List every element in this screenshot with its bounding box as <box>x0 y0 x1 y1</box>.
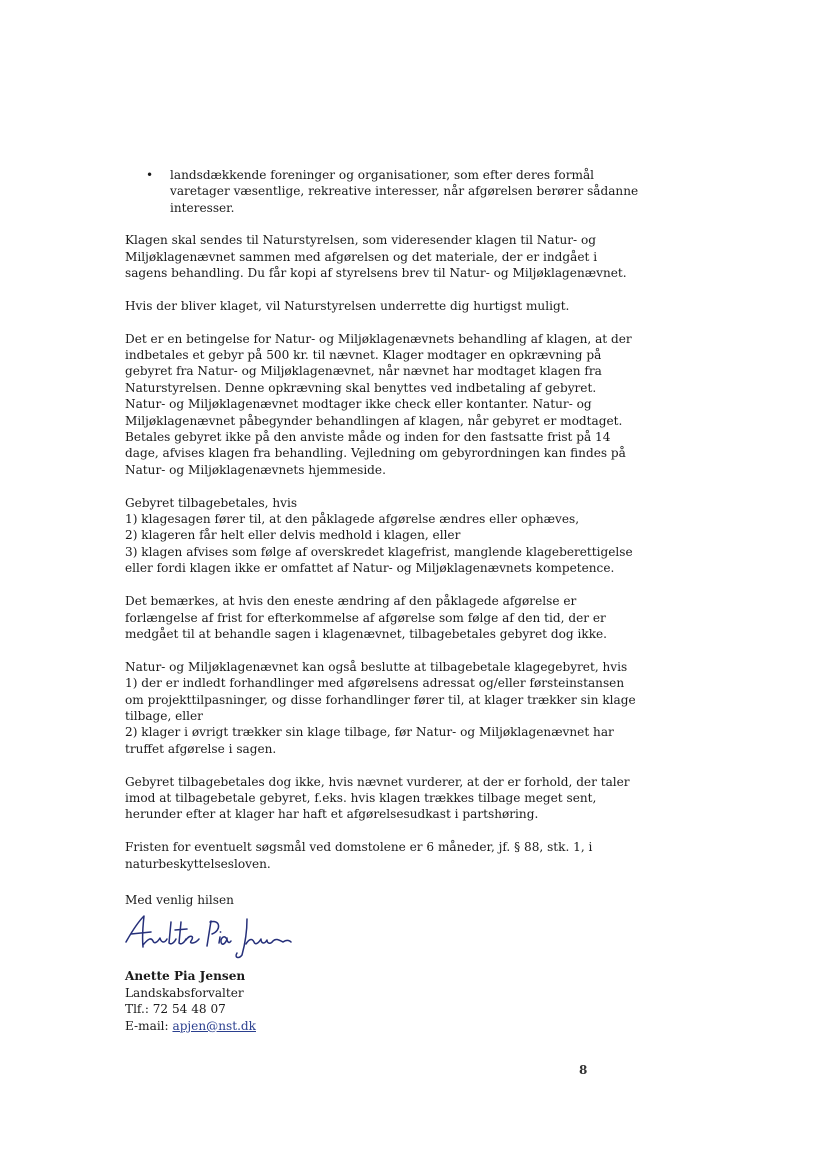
text-line: 2) klager i øvrigt trækker sin klage tilbage, før Natur- og Miljøklagenævnet har <box>125 725 614 740</box>
text-line: medgået til at behandle sagen i klagenævnet, tilbagebetales gebyret dog ikke. <box>125 626 608 641</box>
signer-name: Anette Pia Jensen <box>125 969 246 984</box>
text-line: om projekttilpasninger, og disse forhandlinger fører til, at klager trækker sin klage <box>125 692 636 707</box>
signer-email-row <box>125 1018 595 1034</box>
paragraph-deadline-extension <box>125 593 608 642</box>
text-line: Miljøklagenævnet påbegynder behandlingen af klagen, når gebyret er modtaget. <box>125 413 623 428</box>
bullet-line: interesser. <box>170 200 235 215</box>
bullet-item <box>125 167 639 216</box>
bullet-line: landsdækkende foreninger og organisationer, som efter deres formål <box>170 168 595 182</box>
paragraph-refund-conditions <box>125 495 633 577</box>
signer-title: Landskabsforvalter <box>125 985 244 1000</box>
paragraph-complaint-submission <box>125 232 627 281</box>
page-number: 8 <box>579 1063 588 1077</box>
closing-greeting: Med venlig hilsen <box>125 892 234 907</box>
paragraph-lawsuit-deadline <box>125 839 595 872</box>
paragraph-no-refund <box>125 774 630 823</box>
signer-phone: Tlf.: 72 54 48 07 <box>125 1002 226 1017</box>
handwritten-signature-icon <box>123 910 293 962</box>
text-line: eller fordi klagen ikke er omfattet af Natur- og Miljøklagenævnets kompetence. <box>125 561 615 576</box>
text-line: Natur- og Miljøklagenævnets hjemmeside. <box>125 462 386 477</box>
letter-body <box>125 167 639 1034</box>
text-line: 1) der er indledt forhandlinger med afgørelsens adressat og/eller førsteinstansen <box>125 676 625 691</box>
text-line: dage, afvises klagen fra behandling. Vejledning om gebyrordningen kan findes på <box>125 446 626 461</box>
text-line: sagens behandling. Du får kopi af styrelsens brev til Natur- og Miljøklagenævnet. <box>125 266 627 281</box>
text-line: Fristen for eventuelt søgsmål ved domstolene er 6 måneder, jf. § 88, stk. 1, i <box>125 840 593 855</box>
text-line: Natur- og Miljøklagenævnet kan også beslutte at tilbagebetale klagegebyret, hvis <box>125 659 628 674</box>
text-line: Miljøklagenævnet sammen med afgørelsen og det materiale, der er indgået i <box>125 249 598 264</box>
text-line: 1) klagesagen fører til, at den påklagede afgørelse ændres eller ophæves, <box>125 512 580 527</box>
text-line: Klagen skal sendes til Naturstyrelsen, som videresender klagen til Natur- og <box>125 233 596 248</box>
signature-block <box>125 892 595 1034</box>
email-link[interactable]: apjen@nst.dk <box>172 1018 256 1033</box>
text-line: Det er en betingelse for Natur- og Miljøklagenævnets behandling af klagen, at der <box>125 331 632 346</box>
text-line: Gebyret tilbagebetales, hvis <box>125 495 298 510</box>
text-line: truffet afgørelse i sagen. <box>125 741 277 756</box>
text-line: indbetales et gebyr på 500 kr. til nævnet. Klager modtager en opkrævning på <box>125 348 602 363</box>
paragraph-notification <box>125 298 595 314</box>
bullet-line: varetager væsentlige, rekreative interesser, når afgørelsen berører sådanne <box>170 184 639 199</box>
text-line: Det bemærkes, at hvis den eneste ændring af den påklagede afgørelse er <box>125 594 577 609</box>
text-line: forlængelse af frist for efterkommelse af afgørelse som følge af den tid, der er <box>125 610 606 625</box>
text-line: Naturstyrelsen. Denne opkrævning skal benyttes ved indbetaling af gebyret. <box>125 380 597 395</box>
text-line: Natur- og Miljøklagenævnet modtager ikke check eller kontanter. Natur- og <box>125 397 592 412</box>
text-line: imod at tilbagebetale gebyret, f.eks. hvis klagen trækkes tilbage meget sent, <box>125 790 597 805</box>
text-line: Betales gebyret ikke på den anviste måde og inden for den fastsatte frist på 14 <box>125 430 611 445</box>
text-line: 2) klageren får helt eller delvis medhold i klagen, eller <box>125 528 461 543</box>
text-line: Hvis der bliver klaget, vil Naturstyrelsen underrette dig hurtigst muligt. <box>125 298 570 313</box>
text-line: herunder efter at klager har haft et afgørelsesudkast i partshøring. <box>125 807 539 822</box>
email-label: E-mail: <box>125 1018 173 1033</box>
bullet-icon: • <box>146 168 154 182</box>
paragraph-refund-decision <box>125 659 636 757</box>
text-line: 3) klagen afvises som følge af overskredet klagefrist, manglende klageberettigelse <box>125 544 633 559</box>
text-line: tilbage, eller <box>125 708 203 723</box>
text-line: naturbeskyttelsesloven. <box>125 856 271 871</box>
text-line: gebyret fra Natur- og Miljøklagenævnet, når nævnet har modtaget klagen fra <box>125 364 602 379</box>
text-line: Gebyret tilbagebetales dog ikke, hvis nævnet vurderer, at der er forhold, der taler <box>125 774 630 789</box>
paragraph-fee <box>125 331 632 479</box>
